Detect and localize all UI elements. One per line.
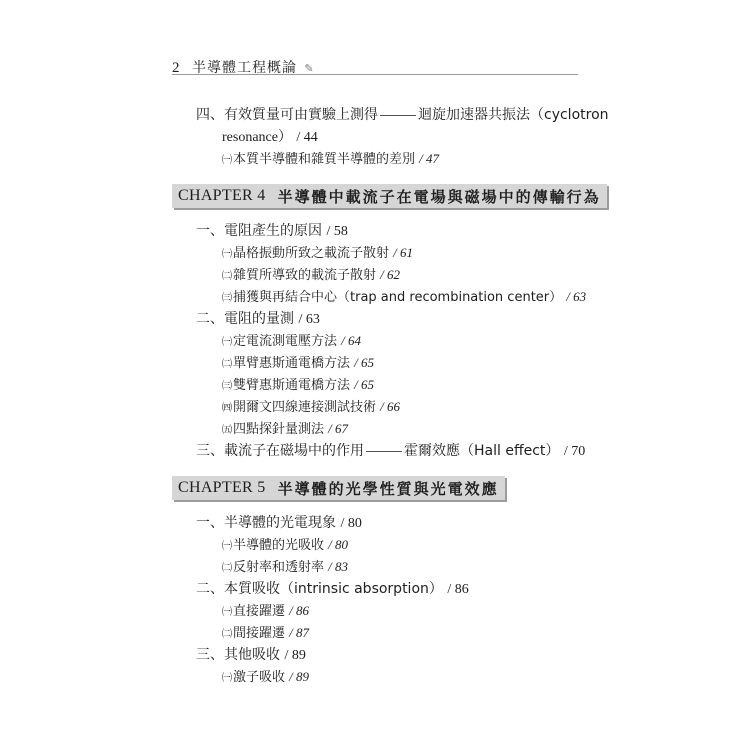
item-marker: ㈠	[222, 155, 232, 166]
item-marker: ㈠	[222, 673, 232, 684]
toc-subentry[interactable]	[222, 418, 348, 440]
entry-text: 間接躍遷	[233, 626, 286, 641]
entry-text: 二、電阻的量測	[196, 311, 294, 327]
toc-subentry[interactable]	[222, 286, 586, 308]
chapter-label: CHAPTER 4	[178, 187, 266, 204]
toc-subentry[interactable]	[222, 622, 309, 644]
chapter-5-heading[interactable]	[172, 476, 505, 500]
item-marker: ㈢	[222, 381, 232, 392]
chapter-title: 半導體的光學性質與光電效應	[277, 479, 499, 498]
page-ref: / 63	[298, 312, 320, 327]
toc-subentry[interactable]	[222, 242, 413, 264]
page-number: 2	[172, 60, 180, 76]
entry-text: 單臂惠斯通電橋方法	[233, 356, 351, 371]
page-ref: / 89	[284, 648, 306, 663]
entry-text: 一、電阻產生的原因	[196, 223, 322, 239]
toc-subentry[interactable]	[222, 264, 400, 286]
item-marker: ㈡	[222, 629, 232, 640]
toc-subentry[interactable]	[222, 600, 309, 622]
page-ref: / 87	[289, 625, 310, 640]
entry-text: 本質半導體和雜質半導體的差別	[233, 152, 416, 167]
page-ref: / 83	[328, 559, 349, 574]
book-title: 半導體工程概論	[191, 60, 297, 76]
entry-text: 捕獲與再結合中心（trap and recombination center）	[233, 290, 563, 305]
page-ref: / 58	[326, 224, 348, 239]
item-marker: ㈠	[222, 337, 232, 348]
entry-text: 開爾文四線連接測試技術	[233, 400, 377, 415]
toc-entry[interactable]	[196, 578, 469, 600]
toc-subentry[interactable]	[222, 374, 374, 396]
toc-subentry[interactable]	[222, 396, 400, 418]
item-marker: ㈡	[222, 271, 232, 282]
toc-subentry[interactable]	[222, 556, 348, 578]
entry-text: 雜質所導致的載流子散射	[233, 268, 377, 283]
entry-text: 定電流測電壓方法	[233, 334, 338, 349]
toc-subentry[interactable]	[222, 534, 348, 556]
chapter-label: CHAPTER 5	[178, 479, 266, 496]
item-marker: ㈡	[222, 359, 232, 370]
toc-entry-sec4[interactable]	[196, 104, 609, 126]
page-ref: / 62	[380, 267, 401, 282]
entry-text: 霍爾效應（Hall effect）	[404, 443, 560, 459]
toc-subentry[interactable]	[222, 666, 309, 688]
entry-text: 激子吸收	[233, 670, 286, 685]
entry-text: 四、有效質量可由實驗上測得	[196, 107, 378, 123]
page-ref: / 61	[393, 245, 414, 260]
page-ref: / 65	[354, 377, 375, 392]
header-rule	[172, 74, 578, 75]
chapter-title: 半導體中載流子在電場與磁場中的傳輸行為	[277, 187, 601, 206]
page-ref: / 89	[289, 669, 310, 684]
entry-text: resonance）	[222, 130, 292, 145]
item-marker: ㈤	[222, 425, 232, 436]
entry-text: 一、半導體的光電現象	[196, 515, 336, 531]
entry-text: 三、載流子在磁場中的作用	[196, 443, 364, 459]
entry-text: 雙臂惠斯通電橋方法	[233, 378, 351, 393]
item-marker: ㈠	[222, 541, 232, 552]
toc-entry[interactable]	[196, 308, 320, 330]
entry-text: 四點探針量測法	[233, 422, 325, 437]
em-dash	[366, 451, 402, 452]
page-ref: / 86	[447, 582, 469, 597]
page-ref: / 86	[289, 603, 310, 618]
entry-text: 半導體的光吸收	[233, 538, 325, 553]
entry-text: 三、其他吸收	[196, 647, 280, 663]
item-marker: ㈣	[222, 403, 232, 414]
toc-subentry[interactable]	[222, 330, 361, 352]
item-marker: ㈡	[222, 563, 232, 574]
page-ref: / 65	[354, 355, 375, 370]
toc-entry[interactable]	[196, 440, 585, 462]
pencil-icon: ✎	[304, 62, 314, 75]
entry-text: 反射率和透射率	[233, 560, 325, 575]
em-dash	[380, 115, 416, 116]
item-marker: ㈠	[222, 249, 232, 260]
toc-entry[interactable]	[196, 220, 348, 242]
toc-entry-sec4-cont[interactable]	[222, 126, 318, 148]
toc-subentry[interactable]	[222, 148, 439, 170]
page-ref: / 63	[566, 289, 587, 304]
page-ref: / 47	[419, 151, 440, 166]
entry-text: 二、本質吸收（intrinsic absorption）	[196, 581, 443, 597]
page-ref: / 66	[380, 399, 401, 414]
entry-text: 晶格振動所致之載流子散射	[233, 246, 390, 261]
page-ref: / 64	[341, 333, 362, 348]
entry-text: 迴旋加速器共振法（cyclotron	[418, 107, 609, 123]
page-ref: / 44	[296, 130, 318, 145]
entry-text: 直接躍遷	[233, 604, 286, 619]
toc-entry[interactable]	[196, 512, 362, 534]
toc-subentry[interactable]	[222, 352, 374, 374]
page-ref: / 80	[328, 537, 349, 552]
page-ref: / 80	[340, 516, 362, 531]
toc-entry[interactable]	[196, 644, 306, 666]
running-head	[172, 58, 314, 78]
item-marker: ㈠	[222, 607, 232, 618]
page-ref: / 67	[328, 421, 349, 436]
chapter-4-heading[interactable]	[172, 184, 607, 208]
page-ref: / 70	[563, 444, 586, 459]
item-marker: ㈢	[222, 293, 232, 304]
